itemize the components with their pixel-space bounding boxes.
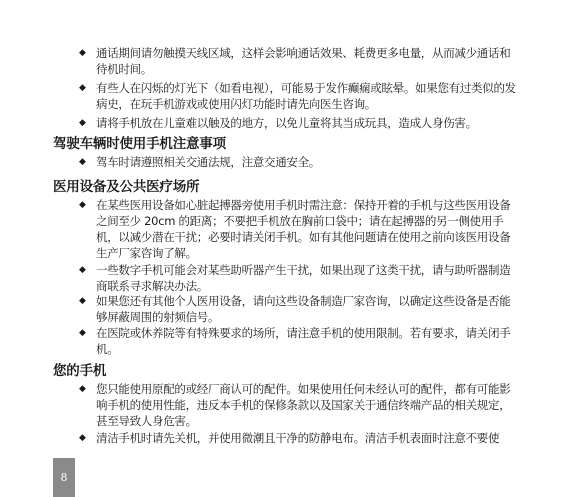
bullet-item [79, 115, 518, 131]
section-heading-driving: 驾驶车辆时使用手机注意事项 [53, 136, 226, 152]
page-number: 8 [60, 471, 68, 484]
bullet-text: 有些人在闪烁的灯光下（如看电视），可能易于发作癫痫或眩晕。如果您有过类似的发病史，在玩手机游戏或使用闪灯功能时请先向医生咨询。 [96, 81, 516, 111]
bullet-item [79, 430, 518, 446]
bullet-text: 请将手机放在儿童难以触及的地方，以免儿童将其当成玩具，造成人身伤害。 [96, 116, 477, 130]
diamond-bullet-icon: ◆ [79, 328, 86, 338]
bullet-text: 在某些医用设备如心脏起搏器旁使用手机时需注意：保持开着的手机与这些医用设备之间至少 20cm 的距离；不要把手机放在胸前口袋中；请在起搏器的另一侧使用手机，以减少潜在干扰；必要时请关闭手机。如有其他问题请在使用之前向该医用设备生产厂家咨询了解。 [96, 198, 511, 260]
bullet-text: 驾车时请遵照相关交通法规，注意交通安全。 [96, 155, 320, 169]
bullet-text: 清洁手机时请先关机，并使用微潮且干净的防静电布。清洁手机表面时注意不要使 [96, 431, 500, 445]
diamond-bullet-icon: ◆ [79, 200, 86, 210]
bullet-text: 您只能使用原配的或经厂商认可的配件。如果使用任何未经认可的配件，都有可能影响手机的使用性能，违反本手机的保修条款以及国家关于通信终端产品的相关规定，甚至导致人身危害。 [96, 382, 511, 428]
bullet-item [79, 381, 518, 429]
bullet-text: 如果您还有其他个人医用设备，请向这些设备制造厂家咨询，以确定这些设备是否能够屏蔽周围的射频信号。 [96, 294, 511, 324]
bullet-item [79, 154, 518, 170]
bullet-item [79, 262, 518, 294]
section-heading-medical: 医用设备及公共医疗场所 [53, 179, 200, 195]
bullet-text: 一些数字手机可能会对某些助听器产生干扰，如果出现了这类干扰，请与助听器制造商联系寻求解决办法。 [96, 263, 511, 293]
diamond-bullet-icon: ◆ [79, 83, 86, 93]
bullet-item [79, 45, 518, 77]
bullet-text: 通话期间请勿触摸天线区域，这样会影响通话效果、耗费更多电量，从而减少通话和待机时间。 [96, 46, 511, 76]
bullet-item [79, 80, 518, 112]
bullet-item [79, 325, 518, 357]
bullet-item [79, 293, 518, 325]
diamond-bullet-icon: ◆ [79, 265, 86, 275]
bullet-text: 在医院或休养院等有特殊要求的场所，请注意手机的使用限制。若有要求，请关闭手机。 [96, 326, 511, 356]
section-heading-your-phone: 您的手机 [53, 363, 107, 379]
diamond-bullet-icon: ◆ [79, 118, 86, 128]
bullet-item [79, 197, 518, 261]
diamond-bullet-icon: ◆ [79, 296, 86, 306]
page-number-tab [53, 458, 75, 497]
diamond-bullet-icon: ◆ [79, 157, 86, 167]
diamond-bullet-icon: ◆ [79, 48, 86, 58]
diamond-bullet-icon: ◆ [79, 433, 86, 443]
diamond-bullet-icon: ◆ [79, 384, 86, 394]
